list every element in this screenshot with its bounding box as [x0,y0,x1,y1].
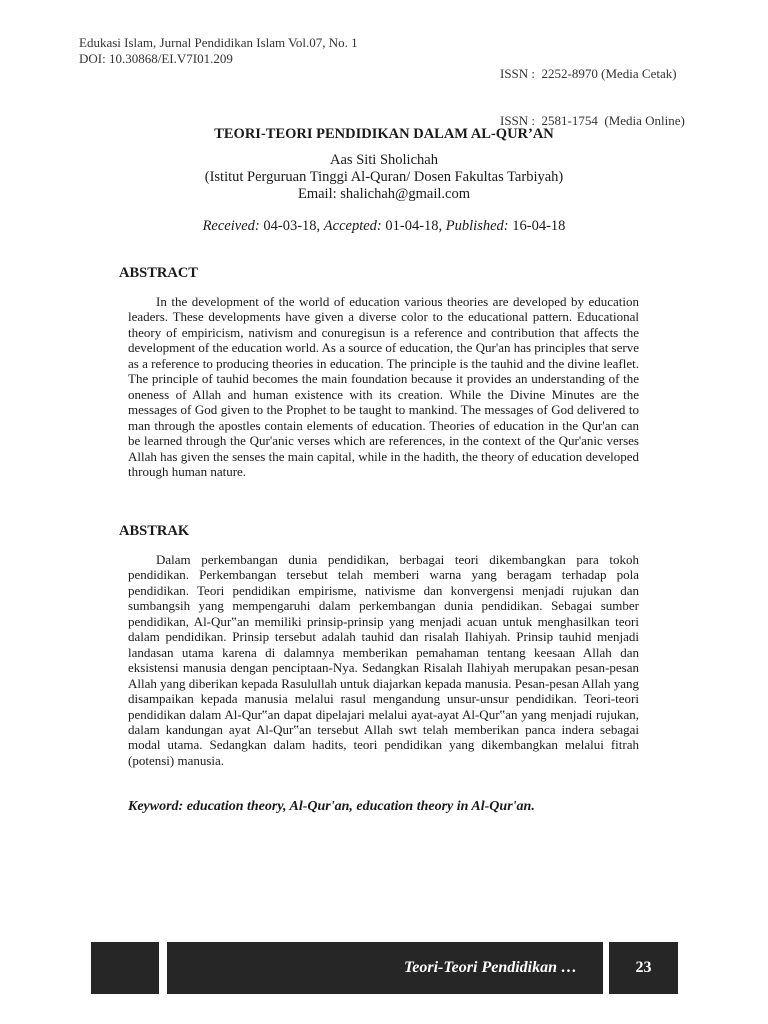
publication-dates [0,218,768,235]
accepted-date: 01-04-18, [381,218,446,234]
footer-title-block [167,942,603,994]
doi-line: DOI: 10.30868/EI.V7I01.209 [79,50,233,66]
footer-left-block [91,942,159,994]
accepted-label: Accepted: [323,218,382,234]
journal-citation: Edukasi Islam, Jurnal Pendidikan Islam Vol.07, No. 1 [79,35,358,50]
abstrak-heading: ABSTRAK [119,523,190,539]
abstract-paragraph: In the development of the world of education various theories are developed by education leaders. These developments have given a diverse color to the educational pattern. Educational theory of empiricism, nativism and conuregisun is a reference and contribution that affects the development of the education world. As a source of education, the Qur'an has principles that serve as a reference to producing theories in education. The principle is the tauhid and the divine leaflet. The principle of tauhid becomes the main foundation because it provides an understanding of the oneness of Allah and human existence with its creation. While the Divine Minutes are the messages of God given to the Prophet to be taught to mankind. The messages of God delivered to man through the apostles contain elements of education. Theories of education in the Qur'an can be learned through the Qur'anic verses which are references, in the context of the Qur'anic verses Allah has given the senses the main capital, while in the hadith, the theory of education developed through human nature. [128,294,639,479]
published-label: Published: [445,218,509,234]
abstrak-paragraph: Dalam perkembangan dunia pendidikan, berbagai teori dikembangkan para tokoh pendidikan. Perkembangan tersebut telah memberi warna yang beragam terhadap pola pendidikan. Teori pendidikan empirisme, nativisme dan konvergensi menjadi rujukan dan sumbangsih yang mempengaruhi dalam perkembangan dunia pendidikan. Sebagai sumber pendidikan, Al-Qur‟an memiliki prinsip-prinsip yang menjadi acuan untuk menghasilkan teori dalam pendidikan. Prinsip tersebut adalah tauhid dan risalah Ilahiyah. Prinsip tauhid menjadi landasan utama karena di dalamnya memberikan pemahaman tentang keesaan Allah dan eksistensi manusia dengan penciptaan-Nya. Sedangkan Risalah Ilahiyah merupakan pesan-pesan Allah yang diberikan kepada Rasulullah untuk diajarkan kepada manusia. Pesan-pesan Allah yang disampaikan kepada manusia melalui rasul mengandung unsur-unsur pendidikan. Teori-teori pendidikan dalam Al-Qur‟an dapat dipelajari melalui ayat-ayat Al-Qur‟an yang menjadi rujukan, dalam kandungan ayat Al-Qur‟an tersebut Allah swt telah memberikan panca indera sebagai modal utama. Sedangkan dalam hadits, teori pendidikan yang dikembangkan melalui fitrah (potensi) manusia. [128,552,639,768]
abstract-heading: ABSTRACT [119,265,198,281]
author-email: Email: shalichah@gmail.com [297,186,470,202]
page-number: 23 [635,959,652,976]
received-label: Received: [202,218,260,234]
author-affiliation: (Istitut Perguruan Tinggi Al-Quran/ Dosen Fakultas Tarbiyah) [204,169,564,185]
received-date: 04-03-18, [259,218,324,234]
issn-print: ISSN : 2252-8970 (Media Cetak) [500,66,677,81]
article-title: TEORI-TEORI PENDIDIKAN DALAM AL-QUR’AN [214,126,554,142]
running-title: Teori-Teori Pendidikan … [403,959,577,976]
keywords-line: Keyword: education theory, Al-Qur'an, education theory in Al-Qur'an. [128,799,535,814]
author-block [0,152,768,203]
issn-online: ISSN : 2581-1754 (Media Online) [500,112,685,128]
author-name: Aas Siti Sholichah [330,152,438,168]
published-date: 16-04-18 [508,218,566,234]
footer-page-block [609,942,678,994]
journal-header-left [79,35,358,66]
